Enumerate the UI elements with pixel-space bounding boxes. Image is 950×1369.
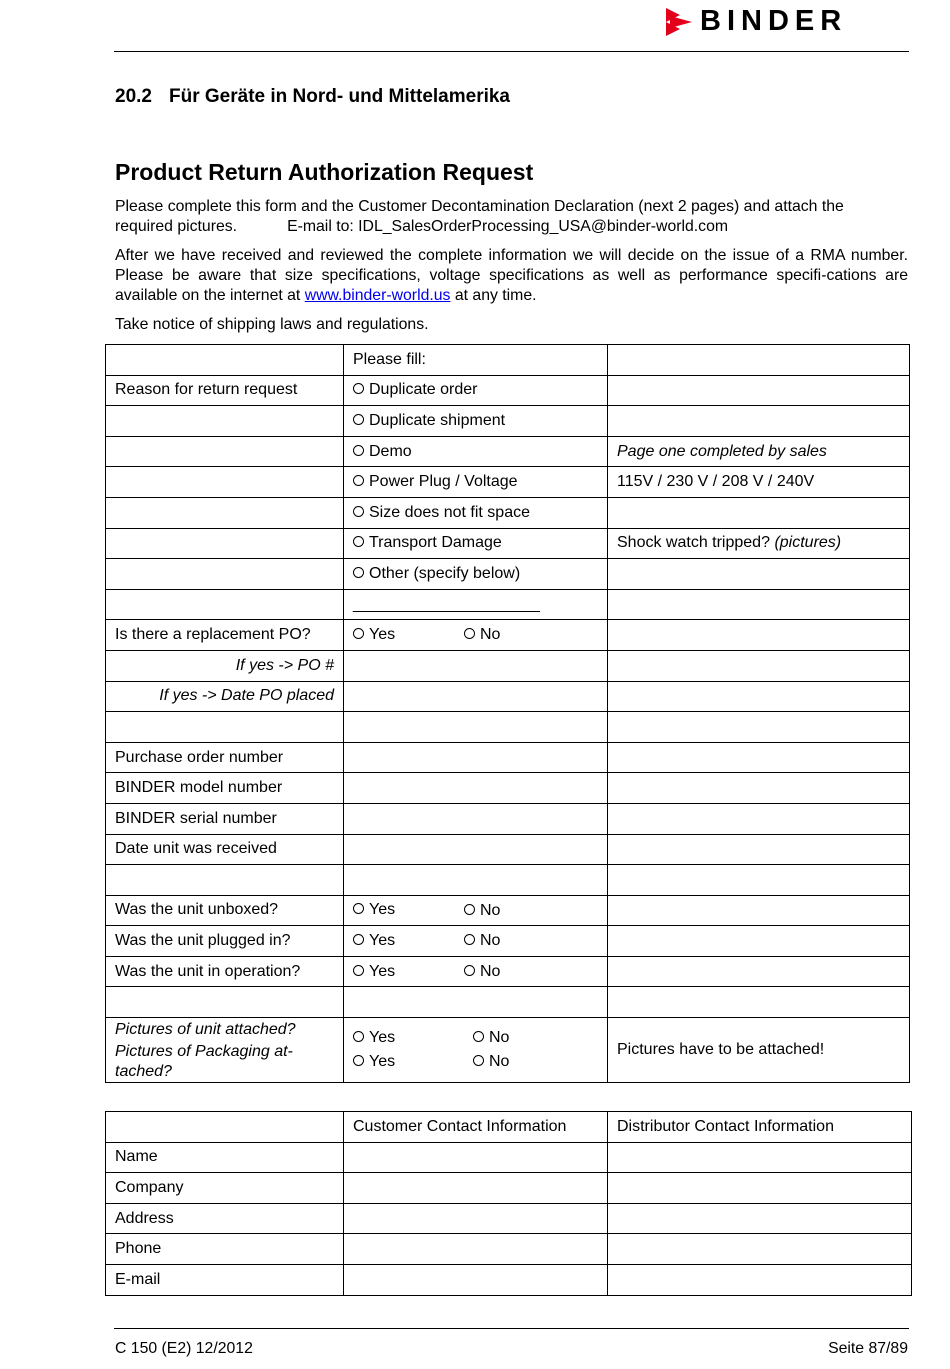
serial-number-label: BINDER serial number: [106, 803, 344, 834]
radio-circle-icon[interactable]: [353, 475, 364, 486]
section-heading: [115, 86, 510, 108]
radio-circle-icon[interactable]: [353, 628, 364, 639]
po-number-label: If yes -> PO #: [106, 650, 344, 681]
radio-circle-icon[interactable]: [353, 567, 364, 578]
replacement-po-options: [344, 620, 608, 651]
option-transport-damage[interactable]: Transport Damage: [344, 528, 608, 559]
model-number-field[interactable]: [344, 773, 608, 804]
radio-circle-icon[interactable]: [353, 383, 364, 394]
purchase-order-label: Purchase order number: [106, 742, 344, 773]
demo-note: Page one completed by sales: [608, 436, 910, 467]
customer-phone-field[interactable]: [344, 1234, 608, 1265]
option-duplicate-shipment[interactable]: Duplicate shipment: [344, 406, 608, 437]
table-row: [106, 1112, 912, 1143]
option-size[interactable]: Size does not fit space: [344, 497, 608, 528]
date-received-field[interactable]: [344, 834, 608, 865]
pictures-packaging-yes[interactable]: Yes: [353, 1050, 395, 1074]
document-title: Product Return Authorization Request: [115, 159, 534, 185]
return-request-table: [105, 344, 910, 1083]
shipping-notice: Take notice of shipping laws and regulations.: [115, 316, 429, 333]
table-row: [106, 406, 910, 437]
table-row: [106, 1173, 912, 1204]
footer-document-id: C 150 (E2) 12/2012: [115, 1340, 253, 1357]
customer-email-field[interactable]: [344, 1264, 608, 1295]
unboxed-yes[interactable]: Yes: [353, 901, 395, 919]
replacement-po-yes[interactable]: Yes: [353, 626, 395, 644]
review-text: After we have received and reviewed the complete information we will decide on the issue of a RMA number. Please be aware that size specifications, voltage specifications as well as performance specifi-cations are available on the internet at: [115, 247, 908, 304]
review-paragraph: [115, 246, 908, 306]
table-row: [106, 987, 910, 1018]
radio-circle-icon[interactable]: [473, 1055, 484, 1066]
plugged-label: Was the unit plugged in?: [106, 926, 344, 957]
table-row: [106, 742, 910, 773]
customer-company-field[interactable]: [344, 1173, 608, 1204]
serial-number-field[interactable]: [344, 803, 608, 834]
table-row: [106, 865, 910, 896]
operation-options: [344, 956, 608, 987]
unboxed-options: [344, 895, 608, 926]
table-row: [106, 528, 910, 559]
shock-watch-note: Shock watch tripped? (pictures): [608, 528, 910, 559]
table-row: [106, 895, 910, 926]
radio-circle-icon[interactable]: [464, 628, 475, 639]
other-specify-field[interactable]: _____________________: [344, 589, 608, 620]
table-row: [106, 589, 910, 620]
table-row: [106, 712, 910, 743]
table-row: [106, 926, 910, 957]
table-row: [106, 375, 910, 406]
table-row: [106, 681, 910, 712]
radio-circle-icon[interactable]: [464, 904, 475, 915]
table-row: [106, 834, 910, 865]
replacement-po-no[interactable]: No: [464, 626, 500, 644]
pictures-unit-yes[interactable]: Yes: [353, 1026, 395, 1050]
table-row: [106, 497, 910, 528]
voltage-note: 115V / 230 V / 208 V / 240V: [608, 467, 910, 498]
po-date-label: If yes -> Date PO placed: [106, 681, 344, 712]
contact-label-phone: Phone: [106, 1234, 344, 1265]
reason-label: Reason for return request: [106, 375, 344, 406]
table-row: [106, 620, 910, 651]
radio-circle-icon[interactable]: [353, 536, 364, 547]
contact-label-address: Address: [106, 1203, 344, 1234]
distributor-contact-header: Distributor Contact Information: [608, 1112, 912, 1143]
distributor-phone-field[interactable]: [608, 1234, 912, 1265]
contact-label-name: Name: [106, 1142, 344, 1173]
radio-circle-icon[interactable]: [353, 506, 364, 517]
plugged-no[interactable]: No: [464, 932, 500, 950]
purchase-order-field[interactable]: [344, 742, 608, 773]
radio-circle-icon[interactable]: [353, 965, 364, 976]
section-title: Für Geräte in Nord- und Mittelamerika: [169, 86, 510, 107]
radio-circle-icon[interactable]: [353, 934, 364, 945]
table-row: [106, 1234, 912, 1265]
table-row: [106, 467, 910, 498]
intro-line-2a: required pictures.: [115, 218, 238, 235]
option-demo[interactable]: Demo: [344, 436, 608, 467]
binder-logo: [666, 4, 911, 38]
pictures-unit-no[interactable]: No: [473, 1026, 509, 1050]
radio-circle-icon[interactable]: [473, 1031, 484, 1042]
distributor-company-field[interactable]: [608, 1173, 912, 1204]
table-row: [106, 1203, 912, 1234]
radio-circle-icon[interactable]: [353, 903, 364, 914]
shock-watch-pictures: (pictures): [774, 534, 842, 552]
header-rule: [114, 51, 909, 52]
operation-label: Was the unit in operation?: [106, 956, 344, 987]
table-row: [106, 1018, 910, 1083]
email-text: E-mail to: IDL_SalesOrderProcessing_USA@binder-world.com: [287, 218, 729, 235]
option-other[interactable]: Other (specify below): [344, 559, 608, 590]
date-received-label: Date unit was received: [106, 834, 344, 865]
footer-page-number: Seite 87/89: [828, 1340, 908, 1357]
radio-circle-icon[interactable]: [353, 1031, 364, 1042]
table-row: [106, 1264, 912, 1295]
intro-line-1: Please complete this form and the Customer Decontamination Declaration (next 2 pages) and attach the: [115, 198, 844, 215]
distributor-name-field[interactable]: [608, 1142, 912, 1173]
radio-circle-icon[interactable]: [464, 965, 475, 976]
radio-circle-icon[interactable]: [353, 414, 364, 425]
distributor-email-field[interactable]: [608, 1264, 912, 1295]
po-date-field[interactable]: [344, 681, 608, 712]
pictures-packaging-label: Pictures of Packaging at- tached?: [115, 1043, 293, 1081]
footer-rule: [114, 1328, 909, 1329]
radio-circle-icon[interactable]: [353, 445, 364, 456]
option-duplicate-order[interactable]: Duplicate order: [344, 375, 608, 406]
review-text-end: at any time.: [450, 287, 537, 304]
intro-paragraph: [115, 197, 908, 237]
customer-contact-header: Customer Contact Information: [344, 1112, 608, 1143]
pictures-note: Pictures have to be attached!: [608, 1018, 910, 1083]
option-power-plug[interactable]: Power Plug / Voltage: [344, 467, 608, 498]
table-row: [106, 803, 910, 834]
please-fill-header: Please fill:: [344, 345, 608, 376]
table-row: [106, 773, 910, 804]
table-row: [106, 559, 910, 590]
model-number-label: BINDER model number: [106, 773, 344, 804]
contact-table: [105, 1111, 912, 1296]
table-row: [106, 1142, 912, 1173]
binder-logo-mark-icon: [666, 8, 692, 36]
pictures-labels: [106, 1018, 344, 1083]
unboxed-label: Was the unit unboxed?: [106, 895, 344, 926]
table-row: [106, 650, 910, 681]
section-number: 20.2: [115, 86, 152, 107]
pictures-unit-label: Pictures of unit attached?: [115, 1021, 296, 1039]
pictures-options: [344, 1018, 608, 1083]
contact-label-company: Company: [106, 1173, 344, 1204]
contact-label-email: E-mail: [106, 1264, 344, 1295]
customer-name-field[interactable]: [344, 1142, 608, 1173]
operation-no[interactable]: No: [464, 963, 500, 981]
binder-website-link[interactable]: www.binder-world.us: [304, 287, 451, 304]
binder-logo-text: BINDER: [700, 5, 848, 37]
table-row: [106, 345, 910, 376]
operation-yes[interactable]: Yes: [353, 963, 395, 981]
unboxed-no[interactable]: No: [464, 902, 500, 920]
radio-circle-icon[interactable]: [353, 1055, 364, 1066]
plugged-options: [344, 926, 608, 957]
pictures-packaging-no[interactable]: No: [473, 1050, 509, 1074]
plugged-yes[interactable]: Yes: [353, 932, 395, 950]
replacement-po-label: Is there a replacement PO?: [106, 620, 344, 651]
radio-circle-icon[interactable]: [464, 934, 475, 945]
customer-address-field[interactable]: [344, 1203, 608, 1234]
table-row: [106, 956, 910, 987]
po-number-field[interactable]: [344, 650, 608, 681]
table-row: [106, 436, 910, 467]
distributor-address-field[interactable]: [608, 1203, 912, 1234]
